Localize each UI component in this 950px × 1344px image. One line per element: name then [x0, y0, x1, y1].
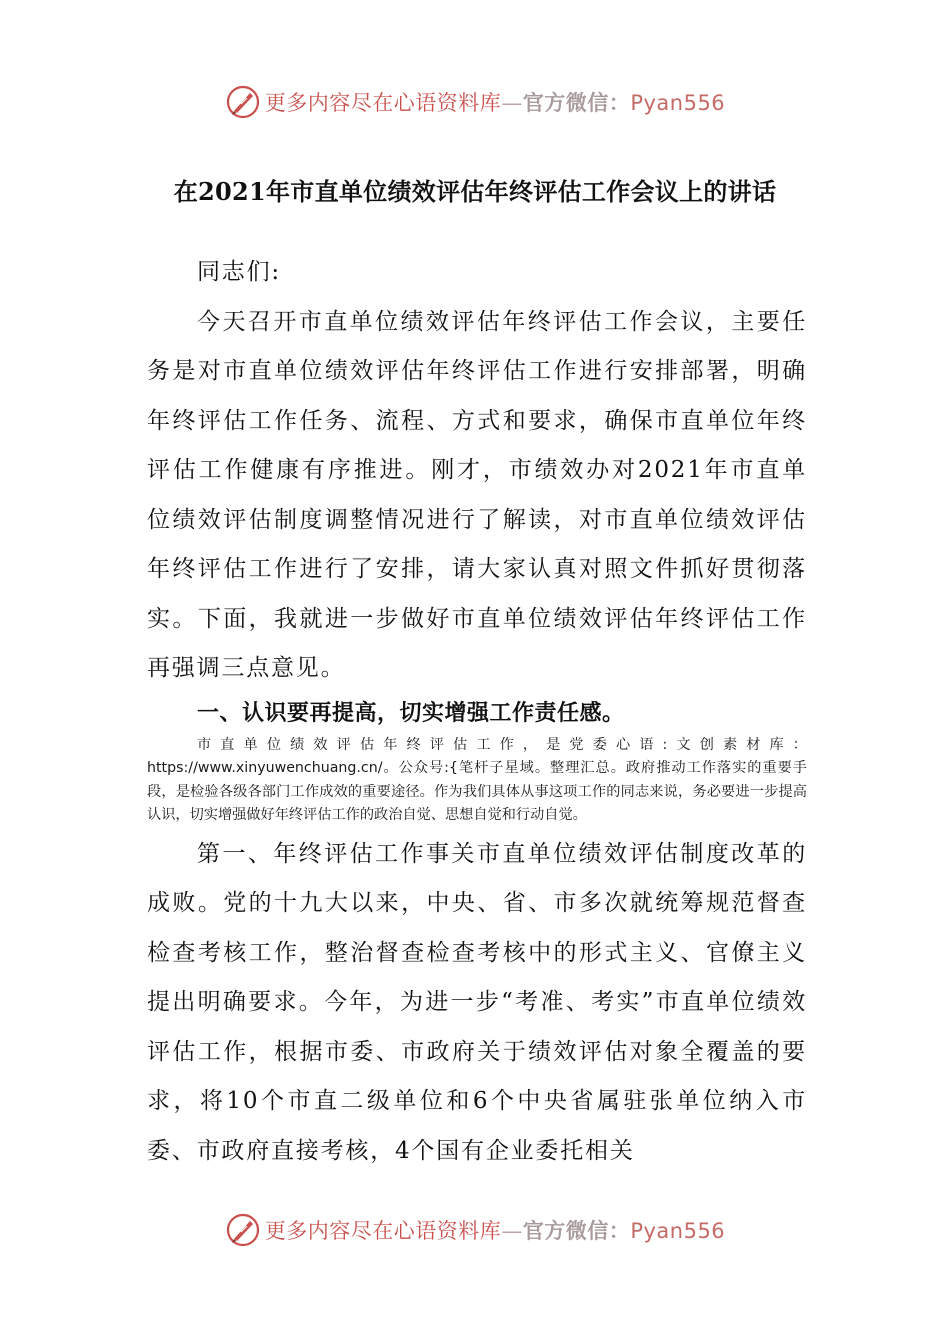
- intro-paragraph: 今天召开市直单位绩效评估年终评估工作会议，主要任务是对市直单位绩效评估年终评估工作进行安排部署，明确年终评估工作任务、流程、方式和要求，确保市直单位年终评估工作健康有序推进。刚才，市绩效办对2021年市直单位绩效评估制度调整情况进行了解读，对市直单位绩效评估年终评估工作进行了安排，请大家认真对照文件抓好贯彻落实。下面，我就进一步做好市直单位绩效评估年终评估工作再强调三点意见。: [147, 308, 807, 681]
- section-note: 市直单位绩效评估年终评估工作，是党委心语:文创素材库：https://www.xinyuwenchuang.cn/。公众号:{笔杆子星域。整理汇总。政府推动工作落实的重要手段，是检验各级各部门工作成效的重要途径。作为我们具体从事这项工作的同志来说，务必要进一步提高认识，切实增强做好年终评估工作的政治自觉、思想自觉和行动自觉。: [147, 736, 807, 823]
- document-body: [147, 248, 807, 1176]
- header-banner: [0, 82, 950, 122]
- quill-logo-icon: [225, 84, 261, 120]
- banner-dash: —: [501, 91, 523, 115]
- banner-main-text: 更多内容尽在心语资料库: [264, 91, 502, 115]
- greeting: 同志们:: [197, 259, 281, 285]
- banner-label: 官方微信：: [522, 1219, 631, 1243]
- banner-wechat-id: Pyan556: [630, 91, 726, 115]
- document-title: 在2021年市直单位绩效评估年终评估工作会议上的讲话: [173, 177, 777, 206]
- banner-label: 官方微信：: [522, 91, 631, 115]
- banner-dash: —: [501, 1219, 523, 1243]
- point-paragraph: 第一、年终评估工作事关市直单位绩效评估制度改革的成败。党的十九大以来，中央、省、市多次就统筹规范督查检查考核工作，整治督查检查考核中的形式主义、官僚主义提出明确要求。今年，为进一步“考准、考实”市直单位绩效评估工作，根据市委、市政府关于绩效评估对象全覆盖的要求，将10个市直二级单位和6个中央省属驻张单位纳入市委、市政府直接考核，4个国有企业委托相关: [147, 840, 807, 1164]
- footer-banner: [0, 1210, 950, 1250]
- banner-main-text: 更多内容尽在心语资料库: [264, 1219, 502, 1243]
- quill-logo-icon: [225, 1212, 261, 1248]
- section-heading: 一、认识要再提高，切实增强工作责任感。: [197, 700, 625, 726]
- banner-wechat-id: Pyan556: [630, 1219, 726, 1243]
